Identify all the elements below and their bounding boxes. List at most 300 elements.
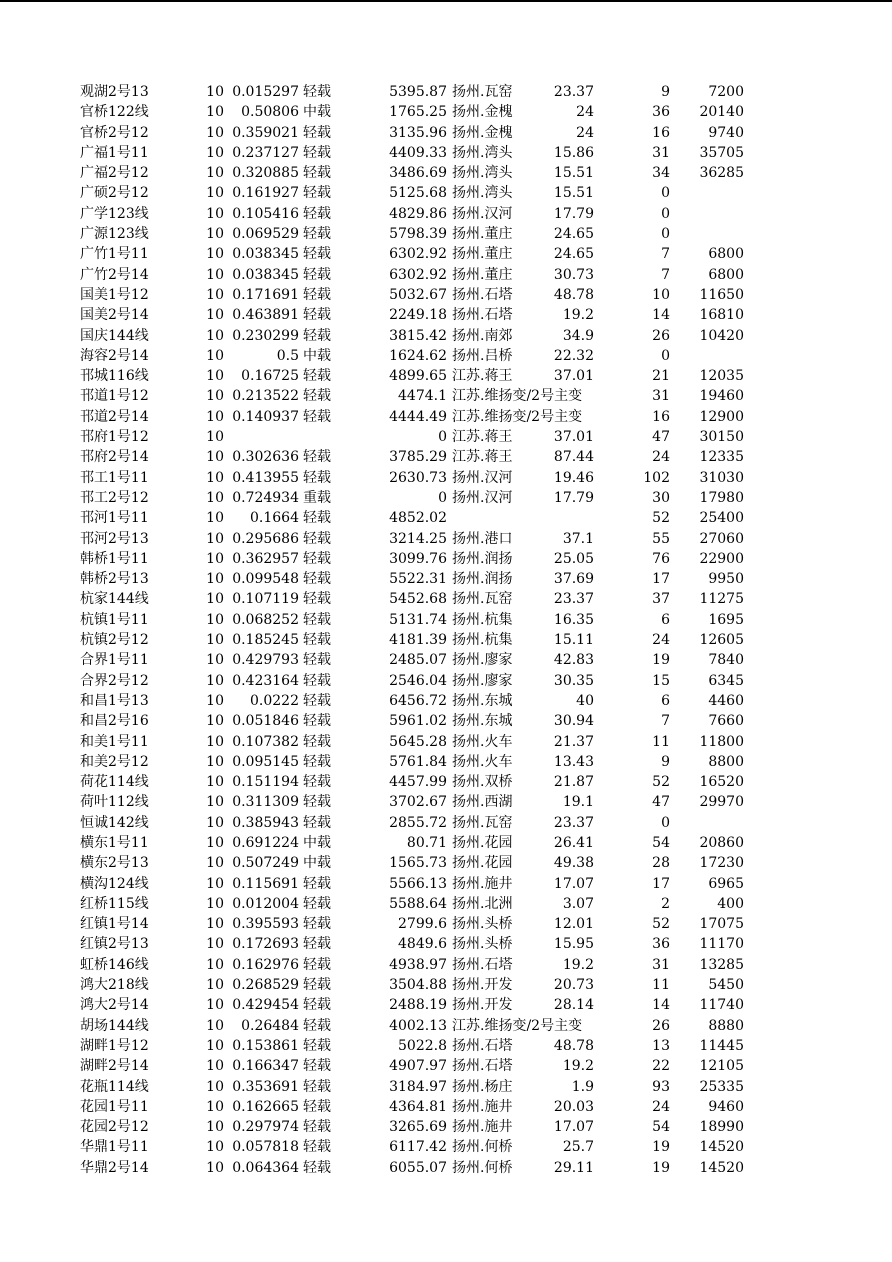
total-capacity-cell: 5450 (708, 977, 744, 994)
total-capacity-cell: 20140 (699, 104, 744, 121)
line-length-cell: 48.78 (553, 1037, 594, 1054)
load-status-cell: 轻载 (303, 1078, 331, 1095)
table-row (0, 447, 892, 467)
substation-cell: 扬州.廖家 (452, 652, 513, 669)
load-rate-cell: 0.429454 (232, 997, 299, 1014)
line-name-cell: 红镇1号14 (80, 916, 149, 933)
line-length-cell: 24.65 (553, 246, 594, 263)
line-name-cell: 荷花114线 (80, 774, 149, 791)
line-name-cell: 广福2号12 (80, 165, 149, 182)
table-row (0, 265, 892, 285)
transformer-count-cell: 24 (652, 1098, 670, 1115)
transformer-count-cell: 31 (652, 388, 670, 405)
transformer-count-cell: 102 (643, 469, 670, 486)
line-name-cell: 杭镇2号12 (80, 632, 149, 649)
available-capacity-cell: 4852.02 (389, 510, 447, 527)
transformer-count-cell: 24 (652, 449, 670, 466)
line-name-cell: 韩桥2号13 (80, 571, 149, 588)
line-name-cell: 官桥2号12 (80, 124, 149, 141)
table-row (0, 163, 892, 183)
voltage-cell: 10 (206, 571, 224, 588)
total-capacity-cell: 22900 (699, 550, 744, 567)
line-length-cell: 1.9 (571, 1078, 594, 1095)
transformer-count-cell: 10 (652, 286, 670, 303)
transformer-count-cell: 52 (652, 916, 670, 933)
table-row (0, 224, 892, 244)
available-capacity-cell: 2855.72 (389, 814, 447, 831)
voltage-cell: 10 (206, 1017, 224, 1034)
available-capacity-cell: 5125.68 (389, 185, 447, 202)
transformer-count-cell: 9 (661, 84, 670, 100)
table-row (0, 244, 892, 264)
load-rate-cell (226, 427, 299, 447)
line-length-cell: 15.51 (553, 165, 594, 182)
table-row (0, 1056, 892, 1076)
transformer-count-cell: 6 (661, 611, 670, 628)
line-name-cell: 红桥115线 (80, 895, 149, 912)
load-status-cell: 轻载 (303, 388, 331, 405)
substation-cell: 扬州.杨庄 (452, 1078, 513, 1095)
load-status-cell (303, 427, 343, 447)
available-capacity-cell: 1765.25 (389, 104, 447, 121)
transformer-count-cell: 16 (652, 408, 670, 425)
load-rate-cell: 0.507249 (232, 855, 299, 872)
total-capacity-cell: 10420 (699, 327, 744, 344)
available-capacity-cell: 5761.84 (389, 753, 447, 770)
total-capacity-cell: 13285 (699, 956, 744, 973)
substation-cell: 扬州.瓦窑 (452, 84, 513, 100)
line-name-cell: 邗城116线 (80, 368, 149, 385)
transformer-count-cell: 36 (652, 104, 670, 121)
line-length-cell: 37.69 (553, 571, 594, 588)
available-capacity-cell: 4364.81 (389, 1098, 447, 1115)
voltage-cell: 10 (206, 449, 224, 466)
total-capacity-cell: 7840 (708, 652, 744, 669)
load-status-cell: 轻载 (303, 469, 331, 486)
substation-cell: 扬州.汉河 (452, 469, 513, 486)
load-status-cell: 轻载 (303, 226, 331, 243)
substation-cell: 扬州.董庄 (452, 266, 513, 283)
available-capacity-cell: 2485.07 (389, 652, 447, 669)
transformer-count-cell: 17 (652, 571, 670, 588)
substation-cell: 扬州.石塔 (452, 1037, 513, 1054)
table-row (0, 894, 892, 914)
line-length-cell: 24 (576, 104, 594, 121)
available-capacity-cell: 2630.73 (389, 469, 447, 486)
substation-cell: 江苏.蒋王 (452, 368, 513, 385)
load-status-cell: 中载 (303, 855, 331, 872)
available-capacity-cell: 4409.33 (389, 144, 447, 161)
table-row (0, 752, 892, 772)
load-rate-cell: 0.105416 (232, 205, 299, 222)
total-capacity-cell: 12335 (699, 449, 744, 466)
load-status-cell: 中载 (303, 834, 331, 851)
load-rate-cell: 0.724934 (232, 489, 299, 506)
line-length-cell: 21.87 (553, 774, 594, 791)
transformer-count-cell: 28 (652, 855, 670, 872)
line-name-cell: 官桥122线 (80, 104, 149, 121)
table-row (0, 386, 892, 406)
voltage-cell: 10 (206, 936, 224, 953)
line-name-cell: 邗道2号14 (80, 408, 149, 425)
voltage-cell: 10 (206, 84, 224, 100)
voltage-cell: 10 (206, 530, 224, 547)
total-capacity-cell: 9950 (708, 571, 744, 588)
total-capacity-cell: 16810 (699, 307, 744, 324)
total-capacity-cell: 17980 (699, 489, 744, 506)
table-row (0, 1117, 892, 1137)
line-length-cell: 3.07 (562, 895, 594, 912)
load-rate-cell: 0.353691 (232, 1078, 299, 1095)
load-status-cell: 轻载 (303, 1017, 331, 1034)
substation-cell: 扬州.董庄 (452, 226, 513, 243)
substation-cell: 扬州.廖家 (452, 672, 513, 689)
load-rate-cell: 0.362957 (232, 550, 299, 567)
voltage-cell: 10 (206, 144, 224, 161)
load-rate-cell: 0.095145 (232, 753, 299, 770)
voltage-cell: 10 (206, 327, 224, 344)
total-capacity-cell: 12900 (699, 408, 744, 425)
substation-cell (452, 508, 524, 528)
line-length-cell: 25.05 (553, 550, 594, 567)
total-capacity-cell: 9460 (708, 1098, 744, 1115)
transformer-count-cell: 16 (652, 124, 670, 141)
substation-cell: 扬州.瓦窑 (452, 591, 513, 608)
substation-cell: 扬州.汉河 (452, 205, 513, 222)
voltage-cell: 10 (206, 124, 224, 141)
line-name-cell: 合界2号12 (80, 672, 149, 689)
total-capacity-cell: 30150 (699, 429, 744, 446)
available-capacity-cell: 4849.6 (398, 936, 447, 953)
table-row (0, 1137, 892, 1157)
load-status-cell: 轻载 (303, 733, 331, 750)
total-capacity-cell: 400 (717, 895, 744, 912)
table-row (0, 366, 892, 386)
substation-cell: 江苏.维扬变/2号主变 (452, 388, 583, 405)
load-status-cell: 轻载 (303, 997, 331, 1014)
table-row (0, 630, 892, 650)
load-rate-cell: 0.691224 (232, 834, 299, 851)
transformer-count-cell: 31 (652, 144, 670, 161)
total-capacity-cell: 31030 (699, 469, 744, 486)
load-rate-cell: 0.0222 (250, 692, 299, 709)
table-row (0, 914, 892, 934)
voltage-cell: 10 (206, 1058, 224, 1075)
transformer-count-cell: 0 (661, 205, 670, 222)
line-length-cell: 19.2 (562, 1058, 594, 1075)
load-status-cell: 轻载 (303, 1139, 331, 1156)
substation-cell: 扬州.施井 (452, 1119, 513, 1136)
total-capacity-cell: 12035 (699, 368, 744, 385)
voltage-cell: 10 (206, 226, 224, 243)
total-capacity-cell: 17230 (699, 855, 744, 872)
transformer-count-cell: 26 (652, 1017, 670, 1034)
load-rate-cell: 0.268529 (232, 977, 299, 994)
load-status-cell: 轻载 (303, 1037, 331, 1054)
line-length-cell: 15.86 (553, 144, 594, 161)
line-length-cell (526, 386, 594, 406)
load-rate-cell: 0.5 (276, 347, 299, 364)
load-rate-cell: 0.302636 (232, 449, 299, 466)
voltage-cell: 10 (206, 347, 224, 364)
table-row (0, 813, 892, 833)
line-name-cell: 国美2号14 (80, 307, 149, 324)
transformer-count-cell: 54 (652, 834, 670, 851)
load-status-cell: 轻载 (303, 144, 331, 161)
voltage-cell: 10 (206, 368, 224, 385)
load-status-cell: 轻载 (303, 449, 331, 466)
table-row (0, 102, 892, 122)
table-row (0, 407, 892, 427)
line-length-cell: 30.73 (553, 266, 594, 283)
substation-cell: 扬州.杭集 (452, 632, 513, 649)
substation-cell: 扬州.杭集 (452, 611, 513, 628)
transformer-count-cell: 52 (652, 774, 670, 791)
load-status-cell: 重载 (303, 489, 331, 506)
line-name-cell: 花园1号11 (80, 1098, 149, 1115)
load-rate-cell: 0.1664 (250, 510, 299, 527)
line-name-cell: 海容2号14 (80, 347, 149, 364)
voltage-cell: 10 (206, 550, 224, 567)
line-length-cell: 16.35 (553, 611, 594, 628)
line-name-cell: 广竹1号11 (80, 246, 149, 263)
line-length-cell: 37.1 (562, 530, 594, 547)
line-name-cell: 邗道1号12 (80, 388, 149, 405)
load-rate-cell: 0.068252 (232, 611, 299, 628)
available-capacity-cell: 3702.67 (389, 794, 447, 811)
voltage-cell: 10 (206, 1159, 224, 1176)
load-rate-cell: 0.162665 (232, 1098, 299, 1115)
voltage-cell: 10 (206, 469, 224, 486)
load-rate-cell: 0.051846 (232, 713, 299, 730)
transformer-count-cell: 7 (661, 246, 670, 263)
line-name-cell: 合界1号11 (80, 652, 149, 669)
table-row (0, 183, 892, 203)
load-rate-cell: 0.385943 (232, 814, 299, 831)
load-rate-cell: 0.16725 (241, 368, 299, 385)
line-length-cell: 48.78 (553, 286, 594, 303)
load-status-cell: 轻载 (303, 286, 331, 303)
load-status-cell: 轻载 (303, 185, 331, 202)
load-rate-cell: 0.140937 (232, 408, 299, 425)
available-capacity-cell: 1565.73 (389, 855, 447, 872)
total-capacity-cell: 18990 (699, 1119, 744, 1136)
load-rate-cell: 0.237127 (232, 144, 299, 161)
line-length-cell: 19.2 (562, 307, 594, 324)
line-name-cell: 邗府1号12 (80, 429, 149, 446)
transformer-count-cell: 93 (652, 1078, 670, 1095)
total-capacity-cell: 8800 (708, 753, 744, 770)
transformer-count-cell: 47 (652, 794, 670, 811)
substation-cell: 扬州.湾头 (452, 165, 513, 182)
voltage-cell: 10 (206, 307, 224, 324)
available-capacity-cell: 0 (438, 429, 447, 446)
load-rate-cell: 0.171691 (232, 286, 299, 303)
substation-cell: 扬州.南郊 (452, 327, 513, 344)
load-rate-cell: 0.115691 (232, 875, 299, 892)
total-capacity-cell: 36285 (699, 165, 744, 182)
total-capacity-cell (672, 183, 744, 203)
table-row (0, 82, 892, 102)
voltage-cell: 10 (206, 834, 224, 851)
substation-cell: 扬州.西湖 (452, 794, 513, 811)
transformer-count-cell: 31 (652, 956, 670, 973)
transformer-count-cell: 7 (661, 713, 670, 730)
table-row (0, 975, 892, 995)
substation-cell: 扬州.花园 (452, 855, 513, 872)
line-name-cell: 花园2号12 (80, 1119, 149, 1136)
total-capacity-cell: 9740 (708, 124, 744, 141)
transformer-count-cell: 0 (661, 347, 670, 364)
table-row (0, 732, 892, 752)
line-length-cell: 23.37 (553, 591, 594, 608)
load-status-cell: 轻载 (303, 1119, 331, 1136)
load-rate-cell: 0.162976 (232, 956, 299, 973)
total-capacity-cell: 11800 (699, 733, 744, 750)
load-status-cell: 轻载 (303, 1098, 331, 1115)
table-row (0, 792, 892, 812)
substation-cell: 扬州.金槐 (452, 104, 513, 121)
total-capacity-cell: 14520 (699, 1159, 744, 1176)
table-row (0, 671, 892, 691)
substation-cell: 扬州.北洲 (452, 895, 513, 912)
load-status-cell: 轻载 (303, 1159, 331, 1176)
load-status-cell: 轻载 (303, 692, 331, 709)
available-capacity-cell: 3184.97 (389, 1078, 447, 1095)
transformer-count-cell: 0 (661, 226, 670, 243)
voltage-cell: 10 (206, 1139, 224, 1156)
table-row (0, 305, 892, 325)
load-status-cell: 轻载 (303, 408, 331, 425)
total-capacity-cell: 1695 (708, 611, 744, 628)
line-name-cell: 广竹2号14 (80, 266, 149, 283)
load-rate-cell: 0.359021 (232, 124, 299, 141)
load-status-cell: 轻载 (303, 165, 331, 182)
voltage-cell: 10 (206, 692, 224, 709)
line-name-cell: 韩桥1号11 (80, 550, 149, 567)
transformer-count-cell: 30 (652, 489, 670, 506)
available-capacity-cell: 4938.97 (389, 956, 447, 973)
voltage-cell: 10 (206, 408, 224, 425)
total-capacity-cell: 11445 (699, 1037, 744, 1054)
load-status-cell: 轻载 (303, 246, 331, 263)
voltage-cell: 10 (206, 814, 224, 831)
available-capacity-cell: 2546.04 (389, 672, 447, 689)
substation-cell: 扬州.东城 (452, 692, 513, 709)
load-status-cell: 轻载 (303, 591, 331, 608)
voltage-cell: 10 (206, 956, 224, 973)
transformer-count-cell: 55 (652, 530, 670, 547)
available-capacity-cell: 6117.42 (389, 1139, 447, 1156)
available-capacity-cell: 4002.13 (389, 1017, 447, 1034)
voltage-cell: 10 (206, 591, 224, 608)
transformer-count-cell: 15 (652, 672, 670, 689)
line-length-cell: 13.43 (553, 753, 594, 770)
line-length-cell: 21.37 (553, 733, 594, 750)
line-name-cell: 邗河2号13 (80, 530, 149, 547)
line-length-cell: 22.32 (553, 347, 594, 364)
line-name-cell: 邗工2号12 (80, 489, 149, 506)
load-status-cell: 轻载 (303, 672, 331, 689)
line-length-cell: 24 (576, 124, 594, 141)
substation-cell: 扬州.湾头 (452, 144, 513, 161)
line-length-cell: 17.07 (553, 875, 594, 892)
load-status-cell: 轻载 (303, 977, 331, 994)
total-capacity-cell: 20860 (699, 834, 744, 851)
total-capacity-cell (672, 813, 744, 833)
line-name-cell: 广源123线 (80, 226, 149, 243)
available-capacity-cell: 3099.76 (389, 550, 447, 567)
voltage-cell: 10 (206, 977, 224, 994)
available-capacity-cell: 6302.92 (389, 246, 447, 263)
load-status-cell: 轻载 (303, 916, 331, 933)
line-name-cell: 和昌1号13 (80, 692, 149, 709)
transformer-count-cell: 26 (652, 327, 670, 344)
voltage-cell: 10 (206, 875, 224, 892)
voltage-cell: 10 (206, 733, 224, 750)
available-capacity-cell: 2799.6 (398, 916, 447, 933)
substation-cell: 扬州.港口 (452, 530, 513, 547)
table-row (0, 955, 892, 975)
load-status-cell: 轻载 (303, 368, 331, 385)
transformer-count-cell: 19 (652, 1139, 670, 1156)
table-row (0, 1077, 892, 1097)
substation-cell: 扬州.施井 (452, 875, 513, 892)
substation-cell: 扬州.头桥 (452, 936, 513, 953)
load-status-cell: 轻载 (303, 510, 331, 527)
voltage-cell: 10 (206, 510, 224, 527)
line-name-cell: 和昌2号16 (80, 713, 149, 730)
available-capacity-cell: 3214.25 (389, 530, 447, 547)
table-row (0, 549, 892, 569)
line-length-cell: 17.07 (553, 1119, 594, 1136)
load-rate-cell: 0.151194 (232, 774, 299, 791)
load-status-cell: 轻载 (303, 205, 331, 222)
transformer-count-cell: 11 (652, 733, 670, 750)
table-row (0, 995, 892, 1015)
line-length-cell: 40 (576, 692, 594, 709)
table-row (0, 1158, 892, 1178)
total-capacity-cell: 25335 (699, 1078, 744, 1095)
load-rate-cell: 0.153861 (232, 1037, 299, 1054)
available-capacity-cell: 3486.69 (389, 165, 447, 182)
transformer-count-cell: 24 (652, 632, 670, 649)
transformer-count-cell: 34 (652, 165, 670, 182)
load-rate-cell: 0.320885 (232, 165, 299, 182)
line-name-cell: 湖畔2号14 (80, 1058, 149, 1075)
substation-cell: 扬州.石塔 (452, 1058, 513, 1075)
load-rate-cell: 0.213522 (232, 388, 299, 405)
substation-cell: 扬州.湾头 (452, 185, 513, 202)
line-length-cell: 37.01 (553, 368, 594, 385)
line-length-cell: 29.11 (553, 1159, 594, 1176)
transformer-count-cell: 76 (652, 550, 670, 567)
voltage-cell: 10 (206, 753, 224, 770)
table-row (0, 853, 892, 873)
table-row (0, 488, 892, 508)
available-capacity-cell: 3504.88 (389, 977, 447, 994)
load-status-cell: 轻载 (303, 84, 331, 100)
load-rate-cell: 0.038345 (232, 266, 299, 283)
total-capacity-cell (672, 204, 744, 224)
transformer-count-cell: 37 (652, 591, 670, 608)
transformer-count-cell: 11 (652, 977, 670, 994)
transformer-count-cell: 19 (652, 652, 670, 669)
table-row (0, 123, 892, 143)
load-rate-cell: 0.107382 (232, 733, 299, 750)
load-rate-cell: 0.107119 (232, 591, 299, 608)
total-capacity-cell: 16520 (699, 774, 744, 791)
